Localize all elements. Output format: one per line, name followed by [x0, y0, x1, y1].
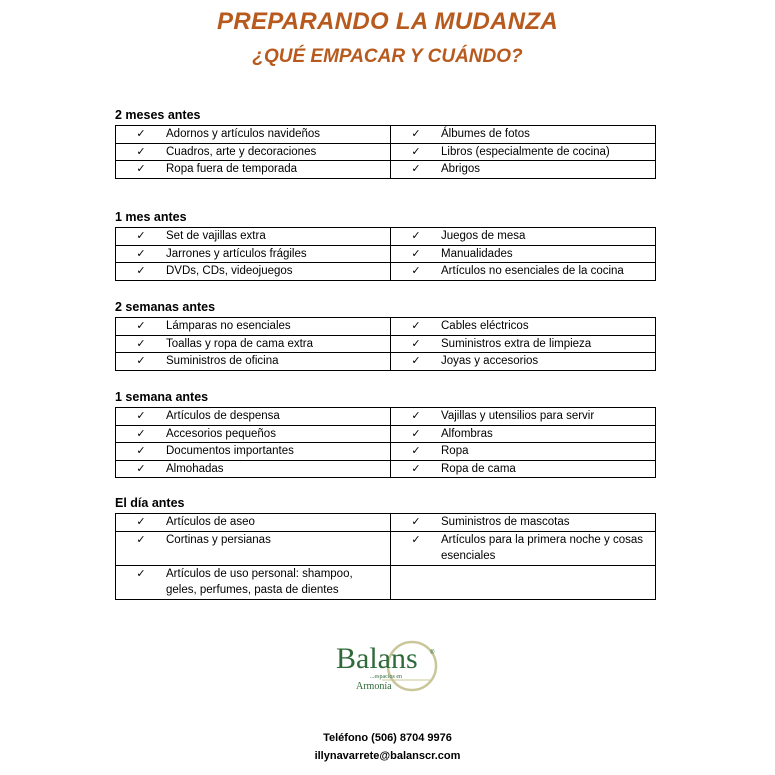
- check-icon: ✓: [136, 533, 146, 546]
- checklist-item: Ropa fuera de temporada: [166, 163, 298, 176]
- checklist-item: Cuadros, arte y decoraciones: [166, 145, 317, 158]
- checklist-cell: [116, 161, 391, 179]
- section-heading: 2 semanas antes: [115, 300, 216, 314]
- checklist-table: [115, 407, 656, 478]
- checklist-item: Jarrones y artículos frágiles: [166, 247, 307, 260]
- check-icon: ✓: [136, 567, 146, 580]
- checklist-cell: [116, 263, 391, 281]
- checklist-item: Artículos de uso personal: shampoo, geles, perfumes, pasta de dientes: [166, 567, 353, 597]
- checklist-item: Ropa de cama: [441, 462, 516, 475]
- checklist-table: [115, 125, 656, 179]
- checklist-item: Suministros extra de limpieza: [441, 337, 592, 350]
- balans-logo: [330, 640, 442, 696]
- check-icon: ✓: [136, 128, 146, 140]
- checklist-cell: [116, 126, 391, 144]
- checklist-cell: [391, 514, 656, 532]
- check-icon: ✓: [136, 163, 146, 176]
- footer-phone: Teléfono (506) 8704 9976: [323, 732, 452, 744]
- checklist-cell: [391, 443, 656, 461]
- checklist-item: Libros (especialmente de cocina): [441, 145, 610, 158]
- checklist-cell: [391, 228, 656, 246]
- table-row: [116, 425, 656, 443]
- checklist-item: Suministros de oficina: [166, 355, 279, 368]
- footer-email: illynavarrete@balanscr.com: [314, 750, 461, 762]
- checklist-item: Documentos importantes: [166, 445, 294, 458]
- checklist-item: Accesorios pequeños: [166, 427, 276, 440]
- checklist-cell: [391, 531, 656, 565]
- section-heading: 1 semana antes: [115, 390, 209, 404]
- section-heading: 2 meses antes: [115, 108, 201, 122]
- checklist-cell: [116, 353, 391, 371]
- checklist-cell: [391, 408, 656, 426]
- check-icon: ✓: [411, 427, 421, 440]
- logo-registered: ®: [430, 650, 435, 656]
- table-row: [116, 460, 656, 478]
- check-icon: ✓: [136, 337, 146, 350]
- check-icon: ✓: [136, 445, 146, 458]
- checklist-cell: [116, 425, 391, 443]
- table-row: [116, 565, 656, 599]
- checklist-cell: [391, 335, 656, 353]
- check-icon: ✓: [411, 533, 421, 546]
- table-row: [116, 335, 656, 353]
- checklist-cell: [391, 263, 656, 281]
- table-row: [116, 318, 656, 336]
- checklist-item: Toallas y ropa de cama extra: [166, 337, 314, 350]
- checklist-cell: [391, 245, 656, 263]
- checklist-table: [115, 513, 656, 600]
- checklist-item: Cables eléctricos: [441, 320, 529, 332]
- checklist-cell: [391, 460, 656, 478]
- table-row: [116, 245, 656, 263]
- page-title: PREPARANDO LA MUDANZA: [217, 8, 558, 35]
- section-2-semanas: [115, 299, 656, 371]
- checklist-table: [115, 227, 656, 281]
- check-icon: ✓: [411, 320, 421, 332]
- page-subtitle: ¿QUÉ EMPACAR Y CUÁNDO?: [252, 46, 523, 67]
- check-icon: ✓: [136, 230, 146, 242]
- checklist-cell: [116, 228, 391, 246]
- check-icon: ✓: [411, 445, 421, 458]
- checklist-item: DVDs, CDs, videojuegos: [166, 265, 293, 278]
- checklist-item: Artículos de despensa: [166, 410, 280, 422]
- checklist-cell: [391, 425, 656, 443]
- check-icon: ✓: [411, 462, 421, 475]
- logo-brand: Balans: [336, 642, 418, 675]
- section-1-semana: [115, 389, 656, 478]
- checklist-item: Manualidades: [441, 247, 513, 260]
- check-icon: ✓: [136, 320, 146, 332]
- checklist-cell: [116, 443, 391, 461]
- checklist-item: Álbumes de fotos: [441, 128, 530, 140]
- checklist-item: Artículos no esenciales de la cocina: [441, 265, 624, 278]
- section-dia-antes: [115, 495, 656, 600]
- check-icon: ✓: [411, 247, 421, 260]
- check-icon: ✓: [136, 145, 146, 158]
- section-heading: El día antes: [115, 496, 185, 510]
- table-row: [116, 143, 656, 161]
- check-icon: ✓: [411, 265, 421, 278]
- check-icon: ✓: [136, 516, 146, 528]
- checklist-item: Set de vajillas extra: [166, 230, 266, 242]
- checklist-item: Ropa: [441, 445, 469, 458]
- checklist-cell: [391, 318, 656, 336]
- table-row: [116, 531, 656, 565]
- checklist-item: Almohadas: [166, 462, 224, 475]
- checklist-item: Lámparas no esenciales: [166, 320, 291, 332]
- checklist-cell: [116, 565, 391, 599]
- check-icon: ✓: [136, 265, 146, 278]
- check-icon: ✓: [136, 247, 146, 260]
- table-row: [116, 161, 656, 179]
- table-row: [116, 443, 656, 461]
- check-icon: ✓: [411, 516, 421, 528]
- checklist-cell: [116, 408, 391, 426]
- checklist-cell: [116, 318, 391, 336]
- checklist-item: Abrigos: [441, 163, 480, 176]
- section-2-meses: [115, 107, 656, 179]
- check-icon: ✓: [411, 145, 421, 158]
- section-1-mes: [115, 209, 656, 281]
- checklist-item: Joyas y accesorios: [441, 355, 539, 368]
- check-icon: ✓: [411, 230, 421, 242]
- checklist-cell: [116, 460, 391, 478]
- checklist-item: Suministros de mascotas: [441, 516, 570, 528]
- check-icon: ✓: [136, 462, 146, 475]
- checklist-item: Alfombras: [441, 427, 493, 440]
- check-icon: ✓: [411, 163, 421, 176]
- checklist-item: Adornos y artículos navideños: [166, 128, 321, 140]
- table-row: [116, 263, 656, 281]
- table-row: [116, 228, 656, 246]
- checklist-cell: [391, 161, 656, 179]
- checklist-item: Cortinas y persianas: [166, 533, 271, 546]
- checklist-table: [115, 317, 656, 371]
- logo-sub: Armonía: [356, 681, 392, 692]
- check-icon: ✓: [411, 410, 421, 422]
- check-icon: ✓: [411, 128, 421, 140]
- checklist-cell: [391, 143, 656, 161]
- logo-tagline: ...espacios en: [370, 674, 402, 680]
- checklist-cell: [116, 335, 391, 353]
- checklist-cell: [116, 514, 391, 532]
- section-heading: 1 mes antes: [115, 210, 187, 224]
- checklist-cell: [391, 353, 656, 371]
- check-icon: ✓: [136, 410, 146, 422]
- checklist-item: Juegos de mesa: [441, 230, 526, 242]
- table-row: [116, 514, 656, 532]
- table-row: [116, 408, 656, 426]
- check-icon: ✓: [136, 427, 146, 440]
- table-row: [116, 126, 656, 144]
- table-row: [116, 353, 656, 371]
- checklist-cell: [116, 245, 391, 263]
- checklist-item: Artículos de aseo: [166, 516, 255, 528]
- checklist-item: Vajillas y utensilios para servir: [441, 410, 595, 422]
- checklist-item: Artículos para la primera noche y cosas esenciales: [441, 533, 643, 563]
- check-icon: ✓: [411, 355, 421, 368]
- checklist-cell: [116, 143, 391, 161]
- check-icon: ✓: [136, 355, 146, 368]
- checklist-cell: [391, 126, 656, 144]
- checklist-cell: [391, 565, 656, 599]
- checklist-cell: [116, 531, 391, 565]
- check-icon: ✓: [411, 337, 421, 350]
